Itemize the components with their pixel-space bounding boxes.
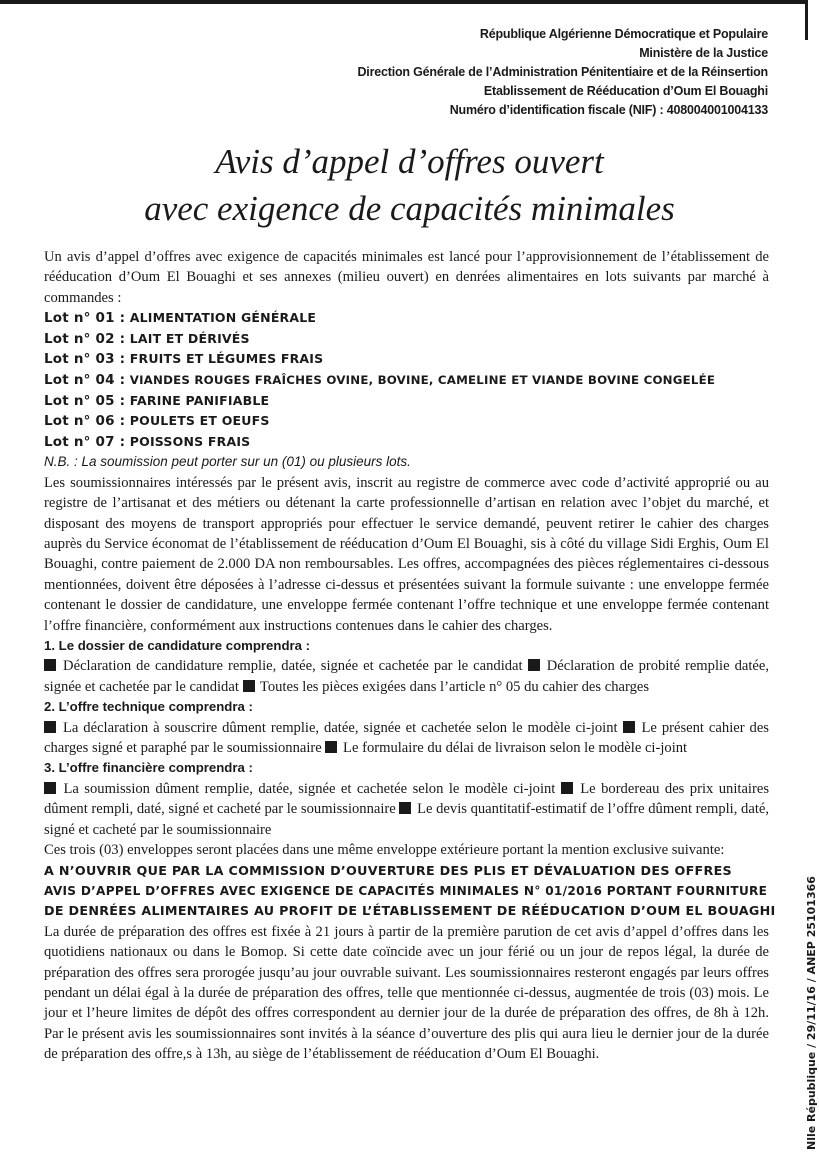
side-reference: Nlle République / 29/11/16 / ANEP 25101366 (805, 876, 818, 1150)
title-line-1: Avis d’appel d’offres ouvert (215, 142, 604, 181)
section-heading-candidature: 1. Le dossier de candidature comprendra : (44, 638, 311, 654)
lot-label: VIANDES ROUGES FRAÎCHES OVINE, BOVINE, CAMELINE ET VIANDE BOVINE CONGELÉE (129, 373, 716, 387)
header-line-nif: Numéro d’identification fiscale (NIF) : 408004001004133 (449, 103, 768, 117)
lot-number: Lot n° 02 : (44, 330, 126, 347)
lot-item (44, 370, 769, 391)
title-line-2: avec exigence de capacités minimales (144, 189, 675, 228)
square-bullet-icon (399, 802, 411, 814)
lot-number: Lot n° 04 : (44, 372, 126, 388)
intro-paragraph: Un avis d’appel d’offres avec exigence de capacités minimales est lancé pour l’approvisionnement de l’établissement de rééducation d’Oum El Bouaghi et ses annexes (milieu ouvert) en denrées alimentaires en lots suivants par marché à commandes : (44, 249, 769, 306)
lot-number: Lot n° 07 : (44, 433, 126, 450)
header-line-ministry: Ministère de la Justice (639, 46, 768, 60)
lot-item (44, 308, 769, 329)
envelope-mention (44, 861, 776, 922)
envelope-paragraph: Ces trois (03) enveloppes seront placées dans une même enveloppe extérieure portant la mention exclusive suivante: (44, 842, 725, 859)
header-line-republic: République Algérienne Démocratique et Populaire (479, 27, 768, 41)
lot-number: Lot n° 03 : (44, 351, 126, 368)
lot-label: POISSONS FRAIS (129, 433, 251, 449)
square-bullet-icon (561, 782, 573, 794)
item-text: La déclaration à souscrire dûment remplie, datée, signée et cachetée selon le modèle ci-joint (62, 719, 618, 736)
square-bullet-icon (623, 721, 635, 733)
lot-label: POULETS ET OEUFS (129, 413, 270, 429)
lot-label: FRUITS ET LÉGUMES FRAIS (129, 351, 324, 367)
lot-number: Lot n° 05 : (44, 392, 126, 409)
mention-line-2: AVIS D’APPEL D’OFFRES AVEC EXIGENCE DE CAPACITÉS MINIMALES N° 01/2016 PORTANT FOURNITURE (44, 883, 768, 898)
lots-list (44, 308, 769, 452)
section-items-financiere (44, 779, 769, 840)
square-bullet-icon (325, 741, 337, 753)
item-text: Déclaration de candidature remplie, datée, signée et cachetée par le candidat (63, 658, 523, 675)
issuer-header (168, 25, 768, 120)
header-line-establishment: Etablissement de Rééducation d’Oum El Bouaghi (483, 84, 768, 98)
item-text: La soumission dûment remplie, datée, signée et cachetée selon le modèle ci-joint (63, 780, 556, 797)
section-heading-financiere: 3. L’offre financière comprendra : (44, 760, 253, 776)
nb-note: N.B. : La soumission peut porter sur un (01) ou plusieurs lots. (44, 454, 411, 470)
conditions-paragraph: Les soumissionnaires intéressés par le présent avis, inscrit au registre de commerce avec code d’activité approprié ou au registre de l’artisanat et des métiers ou détenant la carte professionnelle d’artisan en relation avec l’objet du marché, et disposant des moyens de transport appropriés pour effectuer le service demandé, peuvent retirer le cahier des charges auprès du Service économat de l’établissement de rééducation d’Oum El Bouaghi, sis à côté du village Sidi Erghis, Oum El Bouaghi, contre paiement de 2.000 DA non remboursables. Les offres, accompagnées des pièces réglementaires ci-dessous mentionnées, doivent être déposées à l’adresse ci-dessus et présentées suivant la formule suivante : une enveloppe fermée contenant le dossier de candidature, une enveloppe fermée contenant l’offre technique et une enveloppe fermée contenant l’offre financière, conformément aux instructions contenues dans le cahier des charges. (44, 474, 769, 634)
square-bullet-icon (44, 721, 56, 733)
item-text: Le présent cahier des charges signé et paraphé par le soumissionnaire (44, 719, 769, 757)
item-text: Le bordereau des prix unitaires dûment rempli, daté, signé et cacheté par le soumissionnaire (44, 780, 769, 818)
item-text: Toutes les pièces exigées dans l’article n° 05 du cahier des charges (259, 678, 650, 695)
lot-item (44, 411, 769, 432)
item-text: Le formulaire du délai de livraison selon le modèle ci-joint (343, 740, 688, 757)
header-line-direction: Direction Générale de l’Administration Pénitentiaire et de la Réinsertion (357, 65, 768, 79)
lot-item (44, 329, 769, 350)
square-bullet-icon (44, 659, 56, 671)
lot-item (44, 432, 769, 453)
mention-line-1: A N’OUVRIR QUE PAR LA COMMISSION D’OUVERTURE DES PLIS ET DÉVALUATION DES OFFRES (44, 862, 732, 878)
top-rule (0, 0, 806, 4)
item-text: Déclaration de probité remplie datée, signée et cachetée par le candidat (44, 658, 770, 695)
lot-label: LAIT ET DÉRIVÉS (129, 330, 250, 346)
lot-item (44, 391, 769, 412)
mention-line-3: DE DENRÉES ALIMENTAIRES AU PROFIT DE L’ÉTABLISSEMENT DE RÉÉDUCATION D’OUM EL BOUAGHI (44, 903, 776, 919)
square-bullet-icon (243, 680, 255, 692)
section-items-technique (44, 718, 769, 759)
square-bullet-icon (44, 782, 56, 794)
item-text: Le devis quantitatif-estimatif de l’offre dûment rempli, daté, signé et cacheté par le soumissionnaire (44, 801, 769, 838)
right-rule (805, 0, 808, 40)
lot-label: FARINE PANIFIABLE (129, 392, 270, 408)
section-items-candidature (44, 656, 769, 697)
lot-number: Lot n° 01 : (44, 310, 126, 327)
lot-number: Lot n° 06 : (44, 413, 126, 430)
final-paragraph: La durée de préparation des offres est fixée à 21 jours à partir de la première parution de cet avis d’appel d’offres dans les quotidiens nationaux ou dans le Bomop. Si cette date coïncide avec un jour férié ou un jour de repos légal, la durée de préparation des offres sera prorogée jusqu’au jour ouvrable suivant. Les soumissionnaires resteront engagés par leurs offres pendant un délai égal à la durée de préparation des offres, telle que mentionnée ci-dessus, augmentée de trois (03) mois. Le jour et l’heure limites de dépôt des offres correspondent au dernier jour de la durée de préparation des offres, de 8h à 12h. Par le présent avis les soumissionnaires sont invités à la séance d’ouverture des plis qui aura lieu le dernier jour de la durée de préparation des offre,s à 13h, au siège de l’établissement de rééducation d’Oum El Bouaghi. (44, 923, 769, 1063)
section-heading-technique: 2. L’offre technique comprendra : (44, 699, 253, 715)
lot-item (44, 349, 769, 370)
lot-label: ALIMENTATION GÉNÉRALE (129, 310, 317, 326)
notice-body (44, 247, 776, 1065)
square-bullet-icon (528, 659, 540, 671)
notice-title (0, 138, 819, 232)
